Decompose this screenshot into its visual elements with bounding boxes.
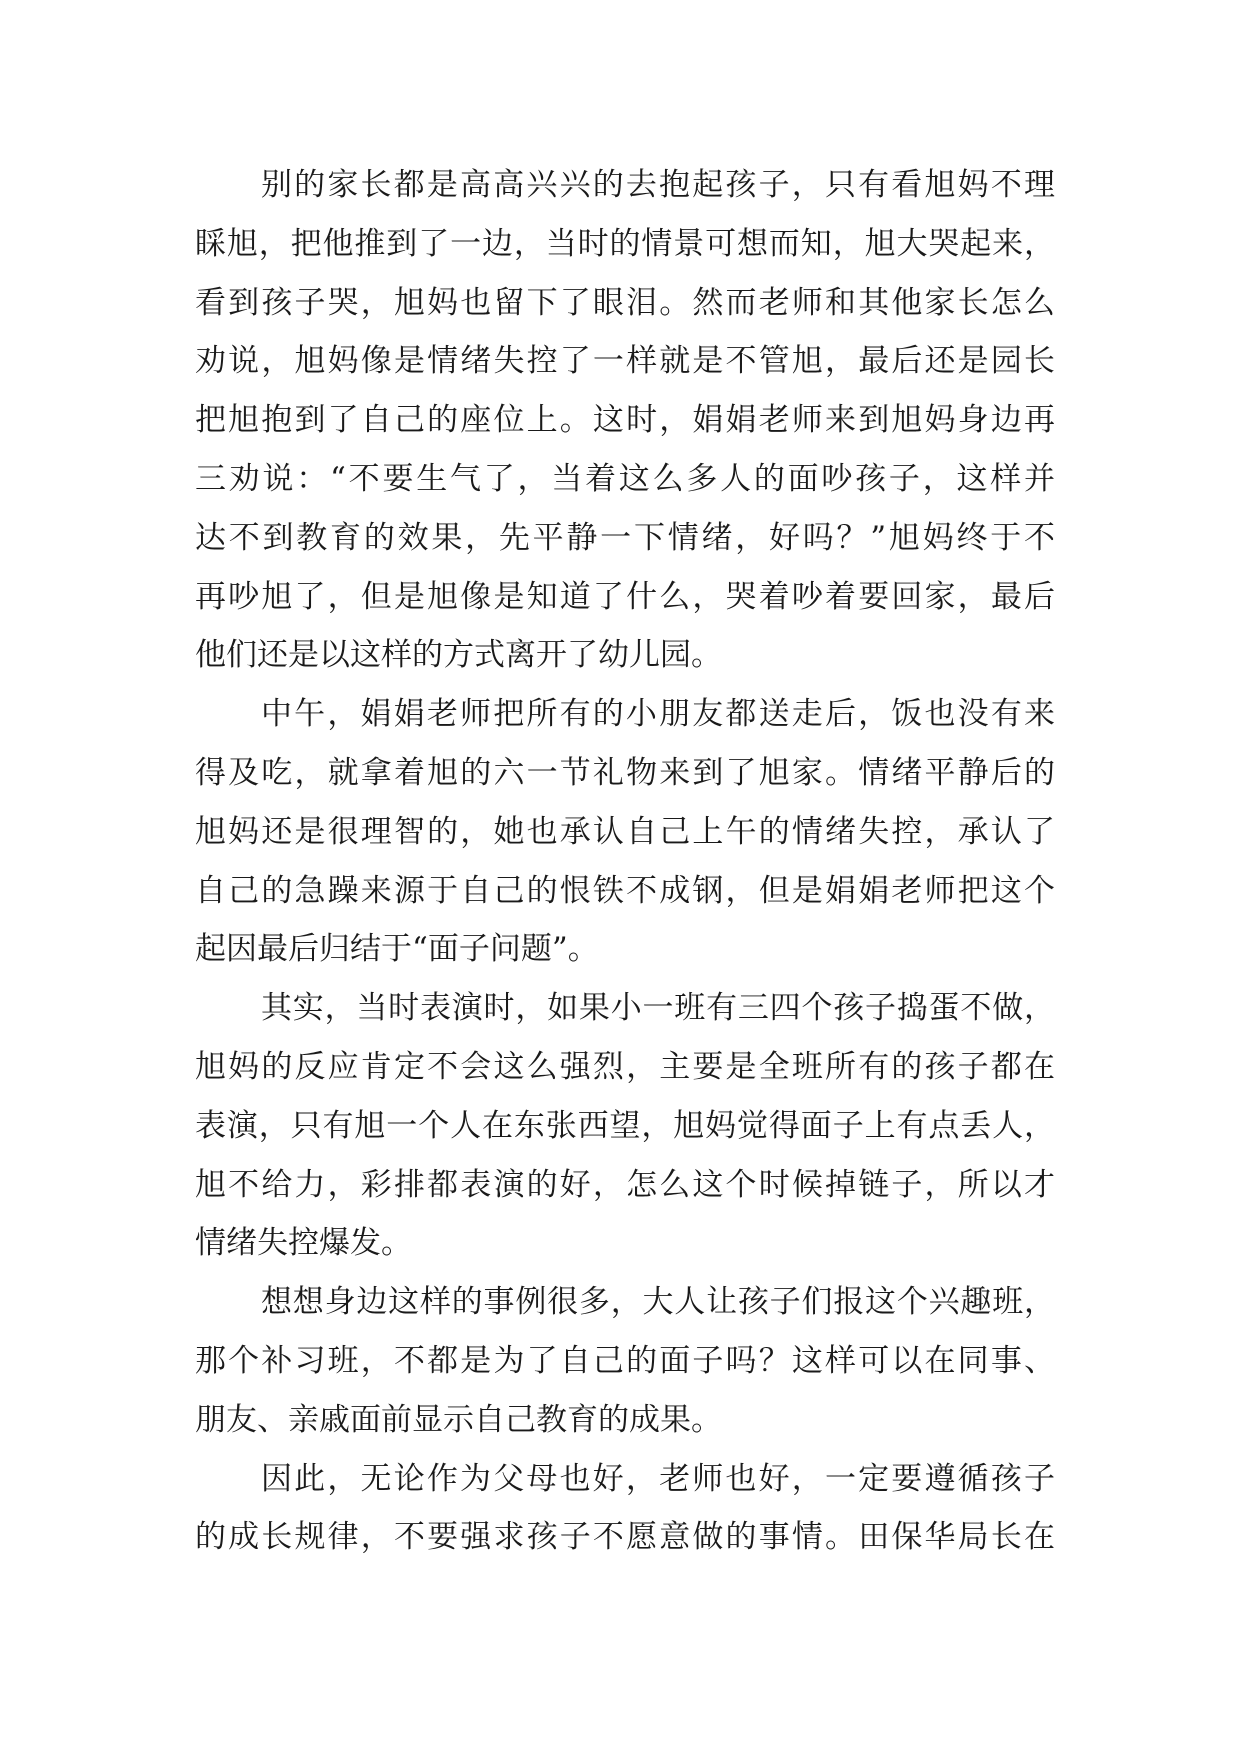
body-text: [195, 156, 1055, 1567]
text-line: 三劝说：“不要生气了，当着这么多人的面吵孩子，这样并: [195, 460, 1055, 497]
text-line: 其实，当时表演时，如果小一班有三四个孩子捣蛋不做，: [261, 990, 1055, 1027]
text-line: 再吵旭了，但是旭像是知道了什么，哭着吵着要回家，最后: [195, 578, 1055, 615]
text-line: 旭妈的反应肯定不会这么强烈，主要是全班所有的孩子都在: [195, 1048, 1055, 1085]
text-line: 旭妈还是很理智的，她也承认自己上午的情绪失控，承认了: [195, 813, 1055, 850]
text-line: 劝说，旭妈像是情绪失控了一样就是不管旭，最后还是园长: [195, 343, 1055, 380]
text-line: 自己的急躁来源于自己的恨铁不成钢，但是娟娟老师把这个: [195, 872, 1055, 909]
text-line: 想想身边这样的事例很多，大人让孩子们报这个兴趣班，: [261, 1284, 1055, 1321]
text-line: 把旭抱到了自己的座位上。这时，娟娟老师来到旭妈身边再: [195, 402, 1055, 439]
text-line: 旭不给力，彩排都表演的好，怎么这个时候掉链子，所以才: [195, 1166, 1055, 1203]
text-line: 中午，娟娟老师把所有的小朋友都送走后，饭也没有来: [261, 696, 1055, 733]
text-line: 的成长规律，不要强求孩子不愿意做的事情。田保华局长在: [195, 1519, 1055, 1556]
text-line: 他们还是以这样的方式离开了幼儿园。: [195, 637, 722, 674]
text-line: 得及吃，就拿着旭的六一节礼物来到了旭家。情绪平静后的: [195, 754, 1055, 791]
text-line: 因此，无论作为父母也好，老师也好，一定要遵循孩子: [261, 1460, 1055, 1497]
text-line: 达不到教育的效果，先平静一下情绪，好吗？”旭妈终于不: [195, 519, 1055, 556]
text-line: 别的家长都是高高兴兴的去抱起孩子，只有看旭妈不理: [261, 167, 1055, 203]
text-line: 那个补习班，不都是为了自己的面子吗？这样可以在同事、: [195, 1342, 1055, 1379]
text-line: 起因最后归结于“面子问题”。: [195, 931, 599, 968]
text-line: 情绪失控爆发。: [195, 1225, 412, 1262]
text-line: 睬旭，把他推到了一边，当时的情景可想而知，旭大哭起来，: [195, 225, 1055, 262]
text-line: 看到孩子哭，旭妈也留下了眼泪。然而老师和其他家长怎么: [195, 284, 1055, 321]
text-line: 朋友、亲戚面前显示自己教育的成果。: [195, 1401, 722, 1438]
text-line: 表演，只有旭一个人在东张西望，旭妈觉得面子上有点丢人，: [195, 1107, 1055, 1144]
